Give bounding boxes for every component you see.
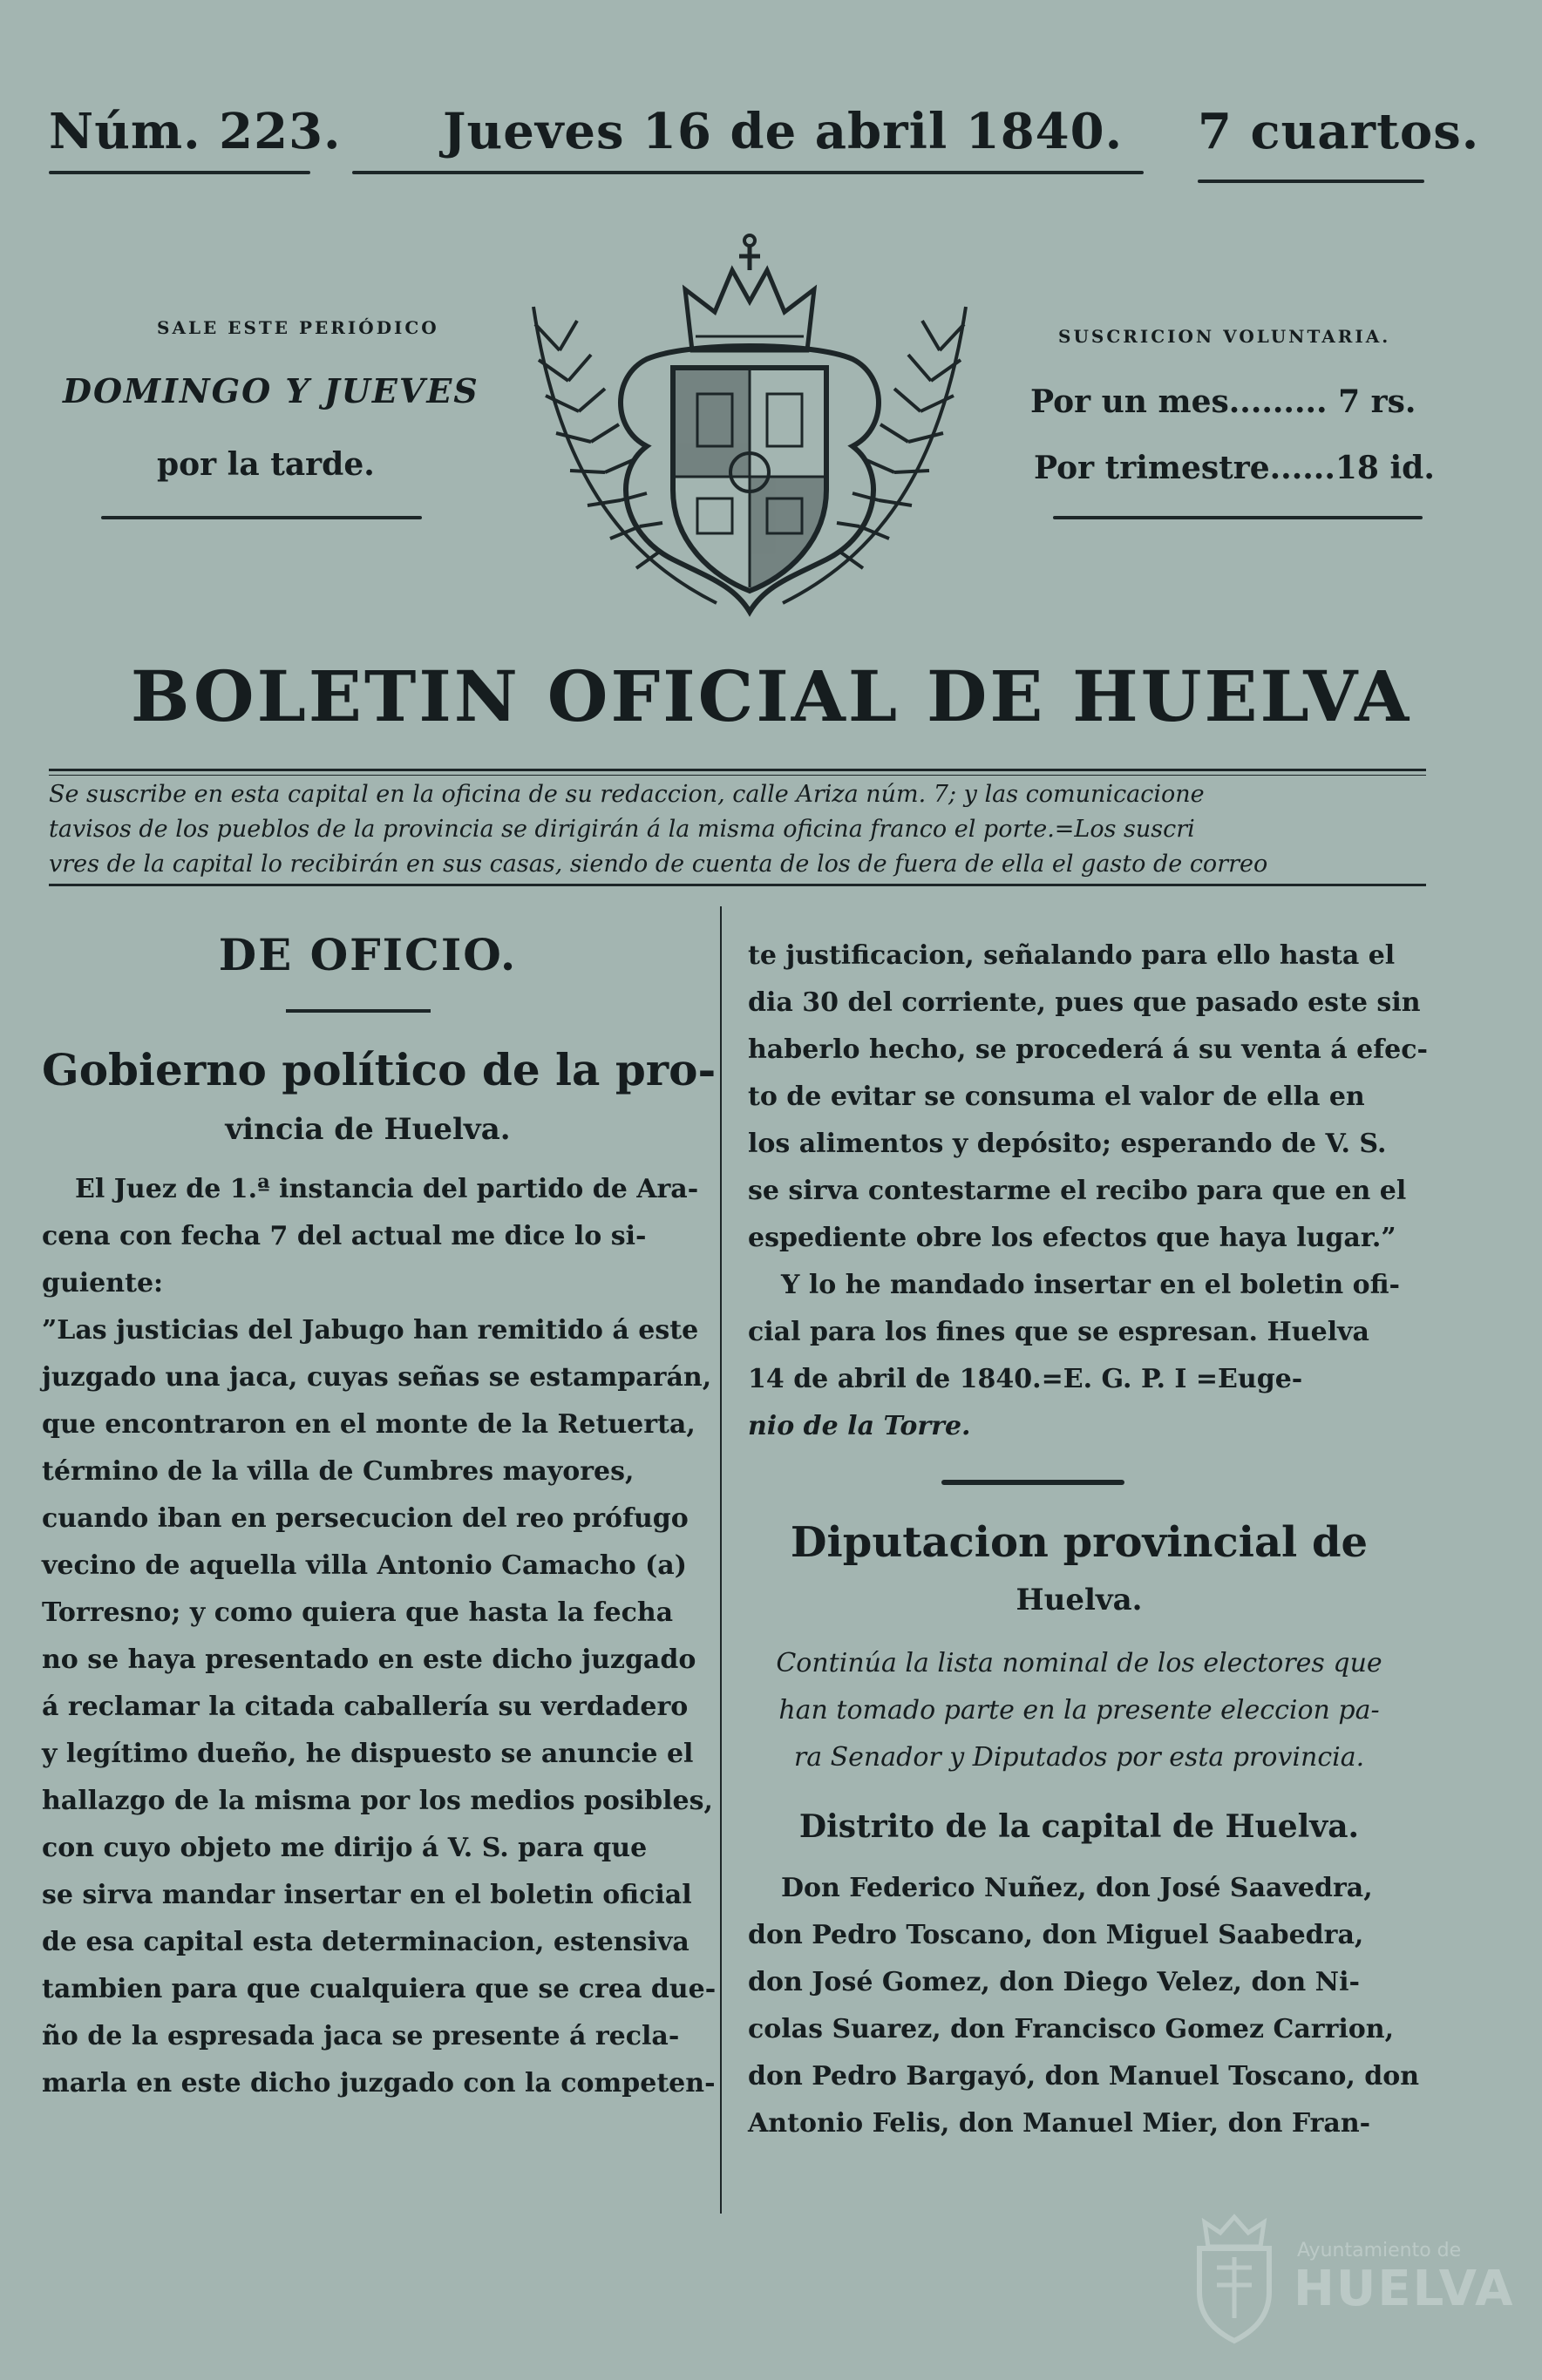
body-line: cena con fecha 7 del actual me dice lo si- xyxy=(42,1221,647,1251)
body-line: marla en este dicho juzgado con la competen- xyxy=(42,2068,716,2099)
section-rule xyxy=(286,1009,431,1013)
body-line: con cuyo objeto me dirijo á V. S. para que xyxy=(42,1833,648,1863)
body-line: cial para los fines que se espresan. Huelva xyxy=(748,1317,1369,1347)
article-heading-line-1: Diputacion provincial de xyxy=(790,1518,1369,1567)
body-line: hallazgo de la misma por los medios posibles, xyxy=(42,1786,713,1816)
body-line: espediente obre los efectos que haya lugar.” xyxy=(748,1223,1396,1253)
body-line: ño de la espresada jaca se presente á recla- xyxy=(42,2021,680,2051)
title-rule-top xyxy=(49,769,1426,771)
body-line: 14 de abril de 1840.=E. G. P. I =Euge- xyxy=(748,1364,1303,1394)
body-line: to de evitar se consuma el valor de ella en xyxy=(748,1082,1365,1112)
body-line: dia 30 del corriente, pues que pasado este sin xyxy=(748,987,1421,1018)
body-line: tambien para que cualquiera que se crea due- xyxy=(42,1974,717,2004)
body-line: ”Las justicias del Jabugo han remitido á este xyxy=(42,1315,699,1346)
body-line: y legítimo dueño, he dispuesto se anuncie el xyxy=(42,1739,694,1769)
body-line: á reclamar la citada caballería su verdadero xyxy=(42,1692,689,1722)
name-line: colas Suarez, don Francisco Gomez Carrion, xyxy=(748,2014,1395,2044)
masthead-rule-left xyxy=(49,171,310,174)
publication-days: DOMINGO Y JUEVES xyxy=(63,371,479,410)
body-line: nio de la Torre. xyxy=(748,1411,971,1441)
body-line: Torresno; y como quiera que hasta la fecha xyxy=(42,1597,674,1628)
body-line: término de la villa de Cumbres mayores, xyxy=(42,1456,635,1487)
body-line: cuando iban en persecucion del reo prófugo xyxy=(42,1503,689,1534)
subscription-notice xyxy=(49,777,1426,882)
archive-watermark xyxy=(1182,2214,1515,2353)
left-info-rule xyxy=(101,516,422,519)
name-line: don José Gomez, don Diego Velez, don Ni- xyxy=(748,1967,1360,1997)
body-line: haberlo hecho, se procederá á su venta á efec- xyxy=(748,1034,1428,1065)
body-line: que encontraron en el monte de la Retuerta, xyxy=(42,1409,696,1440)
watermark-name: Ayuntamiento de xyxy=(1297,2240,1462,2261)
body-line: se sirva contestarme el recibo para que en el xyxy=(748,1176,1407,1206)
article-separator xyxy=(941,1480,1124,1485)
column-divider xyxy=(720,906,722,2214)
body-line: no se haya presentado en este dicho juzgado xyxy=(42,1644,696,1675)
subscription-month: Por un mes......... 7 rs. xyxy=(1030,383,1416,420)
name-line: Antonio Felis, don Manuel Mier, don Fran- xyxy=(748,2108,1371,2139)
issue-price: 7 cuartos. xyxy=(1198,103,1480,160)
name-line: don Pedro Bargayó, don Manuel Toscano, don xyxy=(748,2061,1420,2092)
intro-line: ra Senador y Diputados por esta provincia. xyxy=(793,1742,1365,1773)
newspaper-title: BOLETIN OFICIAL DE HUELVA xyxy=(130,655,1412,737)
royal-coat-of-arms-icon xyxy=(499,228,1001,629)
body-line: se sirva mandar insertar en el boletin oficial xyxy=(42,1880,692,1910)
body-line: te justificacion, señalando para ello hasta el xyxy=(748,940,1396,971)
article-heading-line-1: Gobierno político de la pro- xyxy=(42,1044,717,1095)
notice-line: tavisos de los pueblos de la provincia se dirigirán á la misma oficina franco el porte.=Los suscri xyxy=(49,816,1195,843)
title-rule-top-2 xyxy=(49,775,1426,776)
subscription-quarter: Por trimestre......18 id. xyxy=(1034,450,1435,486)
body-line: de esa capital esta determinacion, estensiva xyxy=(42,1927,689,1957)
body-line: vecino de aquella villa Antonio Camacho (a) xyxy=(42,1550,687,1581)
intro-block xyxy=(748,1640,1410,1781)
intro-line: Continúa la lista nominal de los electores que xyxy=(776,1648,1382,1678)
notice-line: vres de la capital lo recibirán en sus casas, siendo de cuenta de los de fuera de ella el gasto de correo xyxy=(49,851,1268,878)
masthead-rule-center xyxy=(352,171,1144,174)
publication-line-1: SALE ESTE PERIÓDICO xyxy=(157,317,439,338)
notice-rule-bottom xyxy=(49,884,1426,886)
notice-line: Se suscribe en esta capital en la oficina de su redaccion, calle Ariza núm. 7; y las comunicacione xyxy=(49,781,1205,808)
district-heading: Distrito de la capital de Huelva. xyxy=(798,1808,1360,1845)
city-shield-icon xyxy=(1182,2214,1287,2344)
issue-date: Jueves 16 de abril 1840. xyxy=(443,103,1124,160)
right-info-rule xyxy=(1053,516,1423,519)
body-line: juzgado una jaca, cuyas señas se estamparán, xyxy=(42,1362,712,1393)
article-heading-line-2: vincia de Huelva. xyxy=(225,1112,511,1147)
body-line: El Juez de 1.ª instancia del partido de Ara- xyxy=(75,1174,699,1204)
intro-line: han tomado parte en la presente eleccion pa- xyxy=(778,1695,1380,1726)
name-line: Don Federico Nuñez, don José Saavedra, xyxy=(781,1873,1373,1903)
body-line: Y lo he mandado insertar en el boletin ofi- xyxy=(781,1270,1400,1300)
body-line: guiente: xyxy=(42,1268,164,1298)
article-heading-line-2: Huelva. xyxy=(1016,1583,1143,1617)
masthead-rule-right xyxy=(1198,180,1424,183)
issue-number: Núm. 223. xyxy=(49,103,342,160)
subscription-heading: SUSCRICION VOLUNTARIA. xyxy=(1058,326,1391,347)
publication-time: por la tarde. xyxy=(157,446,375,483)
right-column xyxy=(748,932,1428,2147)
section-heading: DE OFICIO. xyxy=(218,929,518,980)
body-line: los alimentos y depósito; esperando de V. S. xyxy=(748,1129,1387,1159)
watermark-city: HUELVA xyxy=(1294,2261,1515,2317)
left-column xyxy=(42,922,717,2107)
name-line: don Pedro Toscano, don Miguel Saabedra, xyxy=(748,1920,1364,1950)
